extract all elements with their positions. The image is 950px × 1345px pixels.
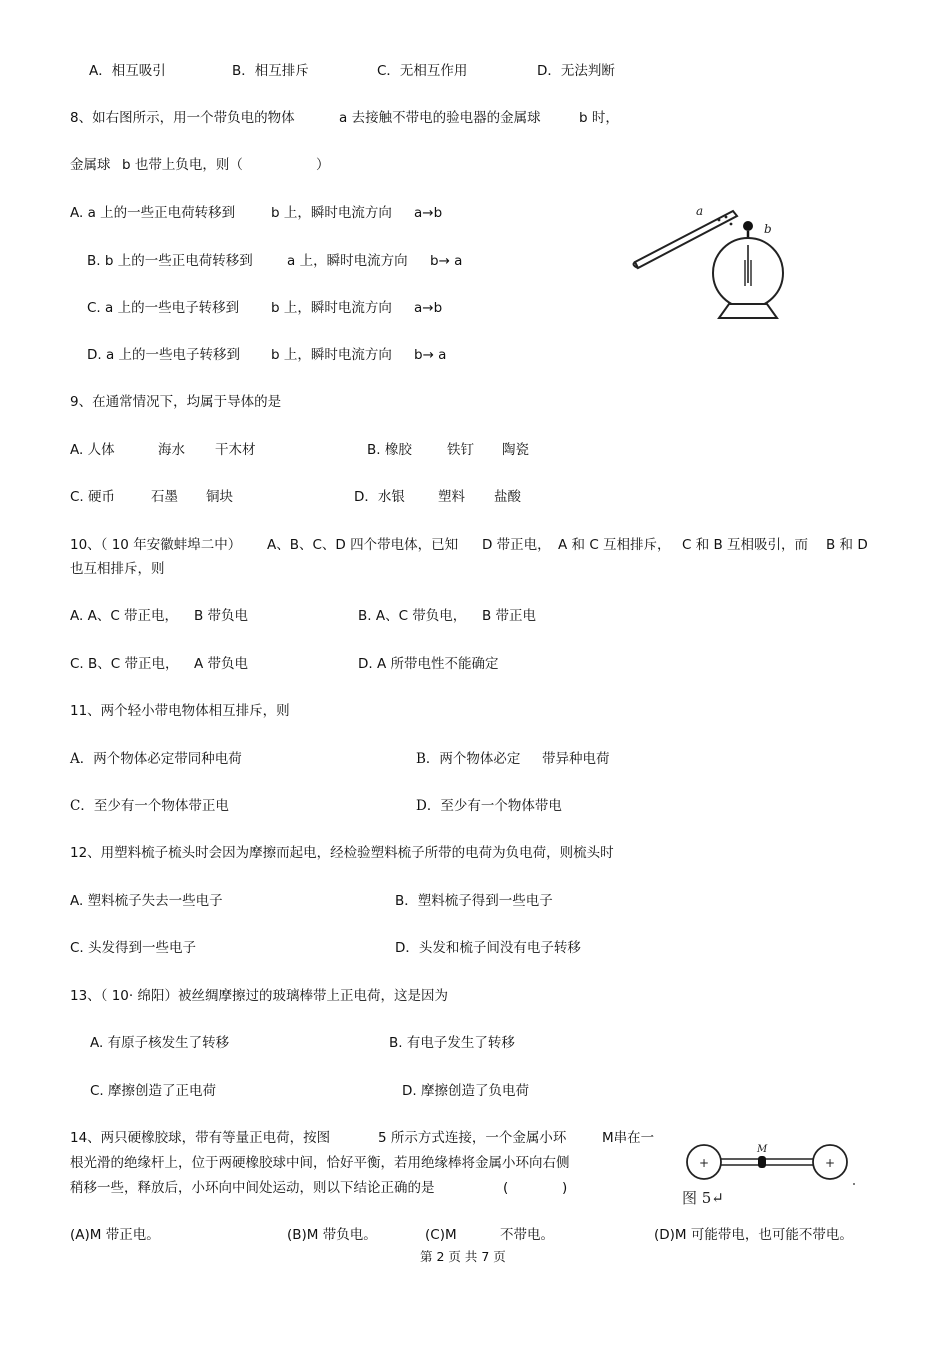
- q10-stem-part5: C 和 B 互相吸引，而: [682, 537, 809, 553]
- q11-option-b1: B．两个物体必定: [416, 751, 521, 767]
- q10-b1: B. A、C 带负电，: [358, 608, 467, 624]
- q10-a2: B 带负电: [194, 608, 249, 624]
- q10-stem-part3: D 带正电，: [482, 537, 551, 553]
- q8-stem2-part2: b 也带上负电，则（: [122, 157, 243, 173]
- q8-option-a-3: a→b: [414, 205, 443, 221]
- q8-option-d-2: b 上，瞬时电流方向: [271, 347, 392, 363]
- q9-a3: 干木材: [215, 442, 256, 458]
- plus-right: +: [824, 1156, 836, 1170]
- q8-stem-part3: b 时，: [579, 110, 619, 126]
- q9-c1: C. 硬币: [70, 489, 116, 505]
- q11-stem: 11、两个轻小带电物体相互排斥，则: [70, 703, 290, 719]
- electroscope-figure: [625, 198, 800, 323]
- q9-d2: 塑料: [438, 489, 465, 505]
- q13-option-d: D. 摩擦创造了负电荷: [402, 1083, 529, 1099]
- q7-option-c: C．无相互作用: [377, 63, 468, 79]
- q8-option-a-2: b 上，瞬时电流方向: [271, 205, 392, 221]
- q12-option-a: A. 塑料梳子失去一些电子: [70, 893, 223, 909]
- q8-option-a-1: A. a 上的一些正电荷转移到: [70, 205, 236, 221]
- q14-line3-paren-close: ): [562, 1180, 568, 1196]
- label-m: M: [757, 1144, 768, 1155]
- q11-option-d: D．至少有一个物体带电: [416, 798, 562, 814]
- q10-c1: C. B、C 带正电，: [70, 656, 179, 672]
- q9-a2: 海水: [158, 442, 185, 458]
- q9-stem: 9、在通常情况下，均属于导体的是: [70, 394, 282, 410]
- q10-stem-part1: 10、（ 10 年安徽蚌埠二中）: [70, 537, 242, 553]
- q9-c2: 石墨: [151, 489, 178, 505]
- q10-b2: B 带正电: [482, 608, 537, 624]
- q7-option-b: B．相互排斥: [232, 63, 309, 79]
- q14-line2: 根光滑的绝缘杆上，位于两硬橡胶球中间，恰好平衡，若用绝缘棒将金属小环向右侧: [70, 1155, 570, 1171]
- q11-option-b2: 带异种电荷: [542, 751, 610, 767]
- q10-d: D. A 所带电性不能确定: [358, 656, 499, 672]
- q10-stem-part2: A、B、C、D 四个带电体，已知: [267, 537, 459, 553]
- q8-stem2-part1: 金属球: [70, 157, 111, 173]
- q9-a1: A. 人体: [70, 442, 115, 458]
- q11-option-c: C．至少有一个物体带正电: [70, 798, 229, 814]
- q8-option-c-2: b 上，瞬时电流方向: [271, 300, 392, 316]
- plus-left: +: [698, 1156, 710, 1170]
- q7-option-a: A．相互吸引: [89, 63, 166, 79]
- q10-a1: A. A、C 带正电，: [70, 608, 179, 624]
- figure-5-caption: 图 5↵: [682, 1189, 724, 1207]
- q8-option-d-1: D. a 上的一些电子转移到: [87, 347, 241, 363]
- q10-stem-line2: 也互相排斥，则: [70, 561, 165, 577]
- q9-d1: D．水银: [354, 489, 405, 505]
- q11-option-a: A．两个物体必定带同种电荷: [70, 751, 242, 767]
- q7-option-d: D．无法判断: [537, 63, 615, 79]
- q8-stem-part2: a 去接触不带电的验电器的金属球: [339, 110, 541, 126]
- q8-option-c-1: C. a 上的一些电子转移到: [87, 300, 240, 316]
- q8-option-b-1: B. b 上的一些正电荷转移到: [87, 253, 253, 269]
- q14-option-c1: (C)M: [425, 1227, 457, 1243]
- q14-line3-paren-open: (: [503, 1180, 509, 1196]
- q10-stem-part6: B 和 D: [826, 537, 868, 553]
- q14-line1-part1: 14、两只硬橡胶球，带有等量正电荷，按图: [70, 1130, 331, 1146]
- label-b: b: [764, 222, 772, 236]
- figure-5: [680, 1138, 860, 1210]
- q8-stem2-part3: ）: [316, 157, 330, 173]
- page-number: 第 2 页 共 7 页: [420, 1249, 506, 1264]
- q9-d3: 盐酸: [494, 489, 521, 505]
- q9-c3: 铜块: [206, 489, 233, 505]
- q9-b1: B. 橡胶: [367, 442, 412, 458]
- label-a: a: [696, 204, 704, 218]
- q8-option-b-2: a 上，瞬时电流方向: [287, 253, 408, 269]
- q12-option-c: C. 头发得到一些电子: [70, 940, 197, 956]
- q14-option-d: (D)M 可能带电，也可能不带电。: [654, 1227, 853, 1243]
- q12-option-b: B．塑料梳子得到一些电子: [395, 893, 553, 909]
- q14-option-b: (B)M 带负电。: [287, 1227, 377, 1243]
- q10-stem-part4: A 和 C 互相排斥，: [558, 537, 671, 553]
- q9-b2: 铁钉: [447, 442, 474, 458]
- q13-option-a: A. 有原子核发生了转移: [90, 1035, 230, 1051]
- q9-b3: 陶瓷: [502, 442, 529, 458]
- q10-c2: A 带负电: [194, 656, 249, 672]
- q12-stem: 12、用塑料梳子梳头时会因为摩擦而起电，经检验塑料梳子所带的电荷为负电荷，则梳头时: [70, 845, 614, 861]
- q13-stem: 13、（ 10· 绵阳）被丝绸摩擦过的玻璃棒带上正电荷，这是因为: [70, 988, 448, 1004]
- q14-option-c2: 不带电。: [500, 1227, 554, 1243]
- q8-stem-part1: 8、如右图所示，用一个带负电的物体: [70, 110, 295, 126]
- q14-option-a: (A)M 带正电。: [70, 1227, 160, 1243]
- q14-line1-part2: 5 所示方式连接，一个金属小环: [378, 1130, 567, 1146]
- q14-line1-part3: M串在一: [602, 1130, 655, 1146]
- q13-option-c: C. 摩擦创造了正电荷: [90, 1083, 217, 1099]
- q8-option-c-3: a→b: [414, 300, 443, 316]
- q14-line3-part1: 稍移一些，释放后，小环向中间处运动，则以下结论正确的是: [70, 1180, 435, 1196]
- q8-option-b-3: b→ a: [430, 253, 463, 269]
- q8-option-d-3: b→ a: [414, 347, 447, 363]
- q12-option-d: D．头发和梳子间没有电子转移: [395, 940, 581, 956]
- q13-option-b: B. 有电子发生了转移: [389, 1035, 515, 1051]
